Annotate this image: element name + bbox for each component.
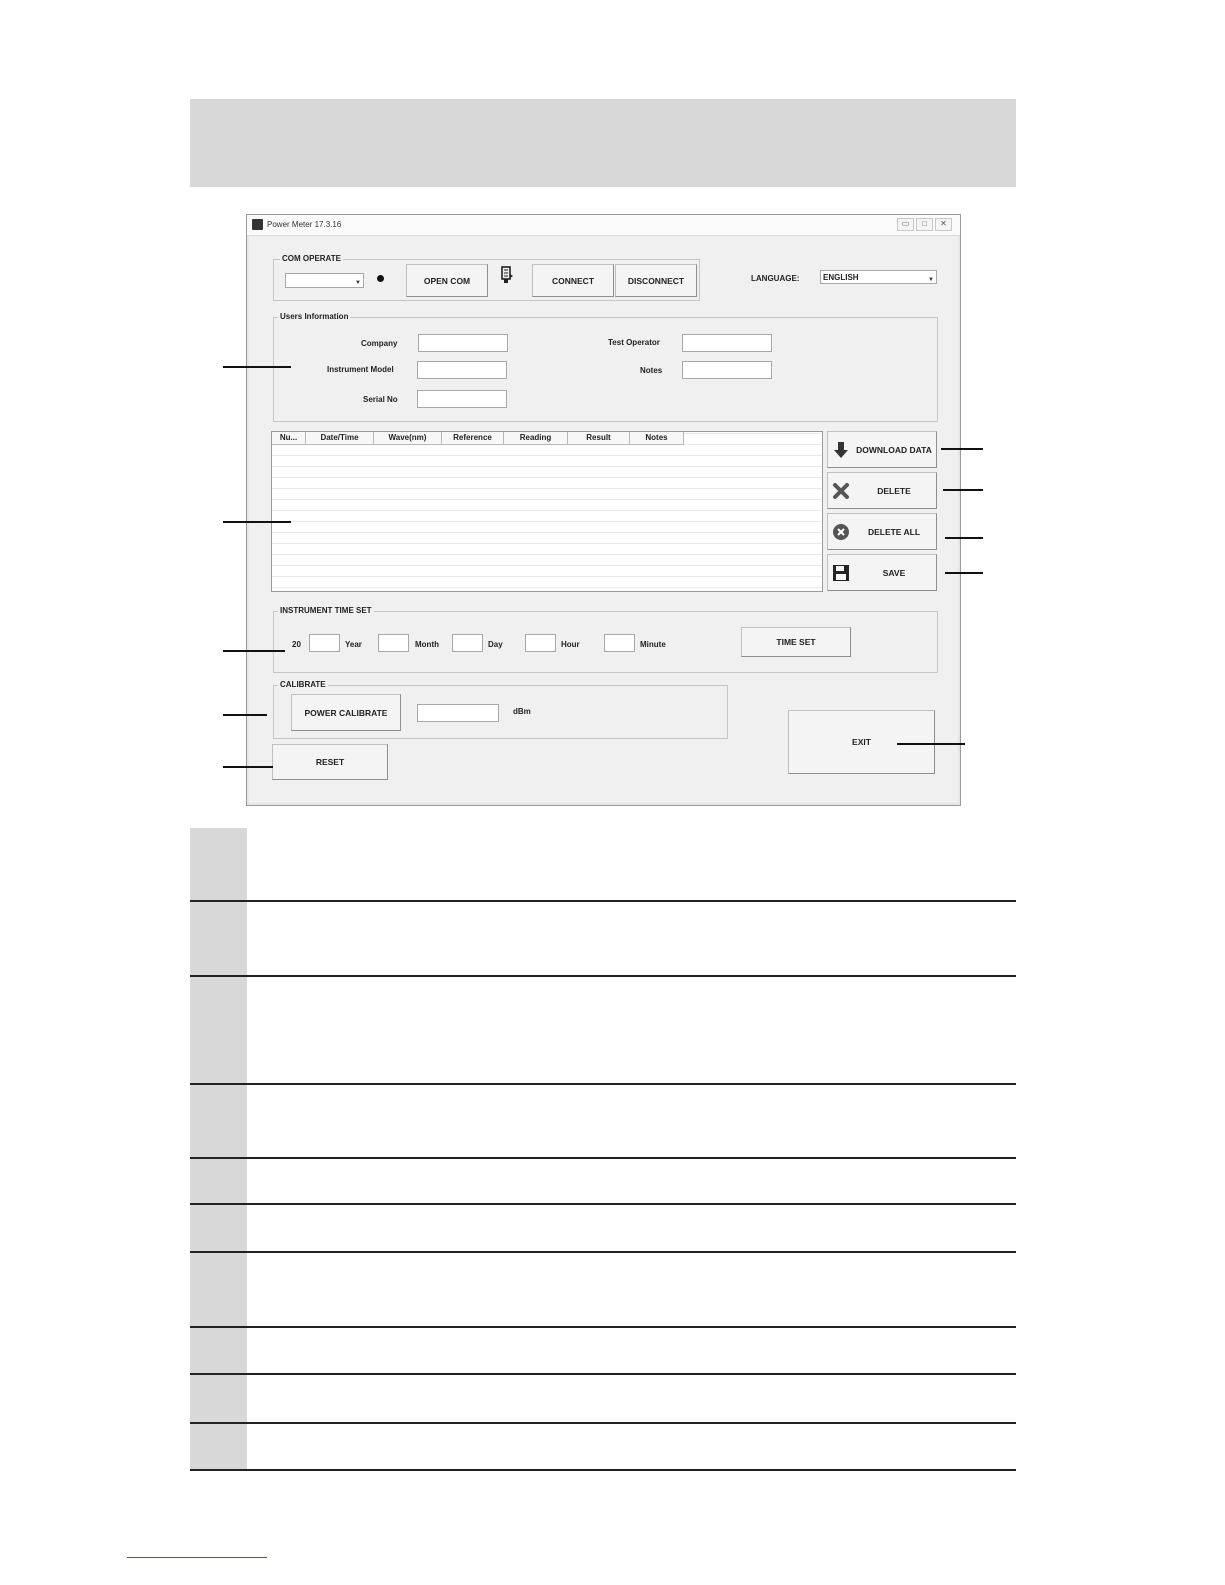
hour-label: Hour — [561, 640, 580, 649]
row-divider — [190, 1157, 1016, 1159]
instrument-model-field[interactable] — [417, 361, 507, 379]
footer-link-underline[interactable] — [127, 1557, 267, 1558]
delete-label: DELETE — [877, 485, 911, 496]
row-divider — [190, 1203, 1016, 1205]
notes-label: Notes — [640, 366, 663, 375]
serial-no-field[interactable] — [417, 390, 507, 408]
minute-field[interactable] — [604, 634, 635, 652]
open-com-button[interactable]: OPEN COM — [406, 264, 488, 297]
century-prefix: 20 — [292, 640, 301, 649]
year-label: Year — [345, 640, 362, 649]
row-divider — [190, 975, 1016, 977]
delete-all-label: DELETE ALL — [867, 526, 921, 537]
row-divider — [190, 1251, 1016, 1253]
calibrate-legend: CALIBRATE — [280, 680, 326, 689]
row-divider — [190, 1326, 1016, 1328]
chevron-down-icon: ▼ — [928, 277, 934, 283]
floppy-disk-icon — [832, 564, 850, 582]
row-divider — [190, 1422, 1016, 1424]
download-data-button[interactable] — [827, 431, 937, 468]
reset-button[interactable]: RESET — [272, 744, 388, 780]
radio-indicator-icon — [377, 275, 384, 282]
column-header[interactable]: Nu... — [272, 432, 306, 444]
company-label: Company — [361, 339, 398, 348]
users-information-legend: Users Information — [280, 312, 349, 321]
table-header — [272, 432, 684, 445]
time-set-legend: INSTRUMENT TIME SET — [280, 606, 372, 615]
hour-field[interactable] — [525, 634, 556, 652]
delete-all-circle-x-icon — [832, 523, 850, 541]
callout-line-delete-all — [945, 537, 983, 539]
minimize-button[interactable]: ▭ — [897, 218, 914, 231]
language-label: LANGUAGE: — [751, 274, 800, 283]
connect-button[interactable]: CONNECT — [532, 264, 614, 297]
dbm-unit-label: dBm — [513, 707, 531, 716]
save-button[interactable] — [827, 554, 937, 591]
month-field[interactable] — [378, 634, 409, 652]
header-band — [190, 99, 1016, 187]
data-table[interactable] — [271, 431, 823, 592]
power-calibrate-button[interactable]: POWER CALIBRATE — [291, 694, 401, 731]
row-divider — [190, 1083, 1016, 1085]
language-value: ENGLISH — [823, 273, 859, 282]
column-header[interactable]: Result — [568, 432, 630, 444]
notes-field[interactable] — [682, 361, 772, 379]
instrument-time-set-group — [273, 606, 938, 673]
com-port-select[interactable] — [285, 273, 364, 288]
users-information-group — [273, 312, 938, 422]
row-divider — [190, 900, 1016, 902]
close-button[interactable]: ✕ — [935, 218, 952, 231]
chevron-down-icon: ▼ — [355, 280, 361, 286]
com-operate-group — [273, 254, 700, 301]
callout-line-delete — [943, 489, 983, 491]
app-icon — [252, 219, 263, 230]
power-meter-window — [246, 214, 961, 806]
test-operator-label: Test Operator — [608, 338, 660, 347]
language-select[interactable] — [820, 270, 937, 284]
com-operate-legend: COM OPERATE — [282, 254, 341, 263]
title-bar — [247, 215, 960, 236]
column-header[interactable]: Reference — [442, 432, 504, 444]
callout-line-data-table — [223, 521, 291, 523]
window-title: Power Meter 17.3.16 — [267, 220, 342, 229]
column-header[interactable]: Wave(nm) — [374, 432, 442, 444]
row-divider — [190, 1373, 1016, 1375]
callout-line-exit — [897, 743, 965, 745]
column-header[interactable]: Reading — [504, 432, 568, 444]
maximize-button[interactable]: □ — [916, 218, 933, 231]
callout-line-time-set — [223, 650, 285, 652]
window-controls — [897, 218, 952, 231]
download-data-label: DOWNLOAD DATA — [856, 444, 932, 455]
column-header[interactable]: Date/Time — [306, 432, 374, 444]
callout-line-calibrate — [223, 714, 267, 716]
exit-button[interactable]: EXIT — [788, 710, 935, 774]
callout-line-reset — [223, 766, 273, 768]
callout-line-download — [941, 448, 983, 450]
minute-label: Minute — [640, 640, 666, 649]
delete-x-icon — [832, 482, 850, 500]
calibrate-value-field[interactable] — [417, 704, 499, 722]
day-label: Day — [488, 640, 503, 649]
company-field[interactable] — [418, 334, 508, 352]
month-label: Month — [415, 640, 439, 649]
calibrate-group — [273, 680, 728, 739]
instrument-model-label: Instrument Model — [327, 365, 394, 374]
day-field[interactable] — [452, 634, 483, 652]
year-field[interactable] — [309, 634, 340, 652]
disconnect-button[interactable]: DISCONNECT — [615, 264, 697, 297]
callout-line-users-info — [223, 366, 291, 368]
callout-line-save — [945, 572, 983, 574]
serial-no-label: Serial No — [363, 395, 398, 404]
download-arrow-icon — [832, 441, 850, 459]
test-operator-field[interactable] — [682, 334, 772, 352]
column-header[interactable]: Notes — [630, 432, 684, 444]
time-set-button[interactable]: TIME SET — [741, 627, 851, 657]
delete-button[interactable] — [827, 472, 937, 509]
plug-icon — [500, 266, 514, 284]
save-label: SAVE — [882, 567, 906, 578]
delete-all-button[interactable] — [827, 513, 937, 550]
row-divider — [190, 1469, 1016, 1471]
